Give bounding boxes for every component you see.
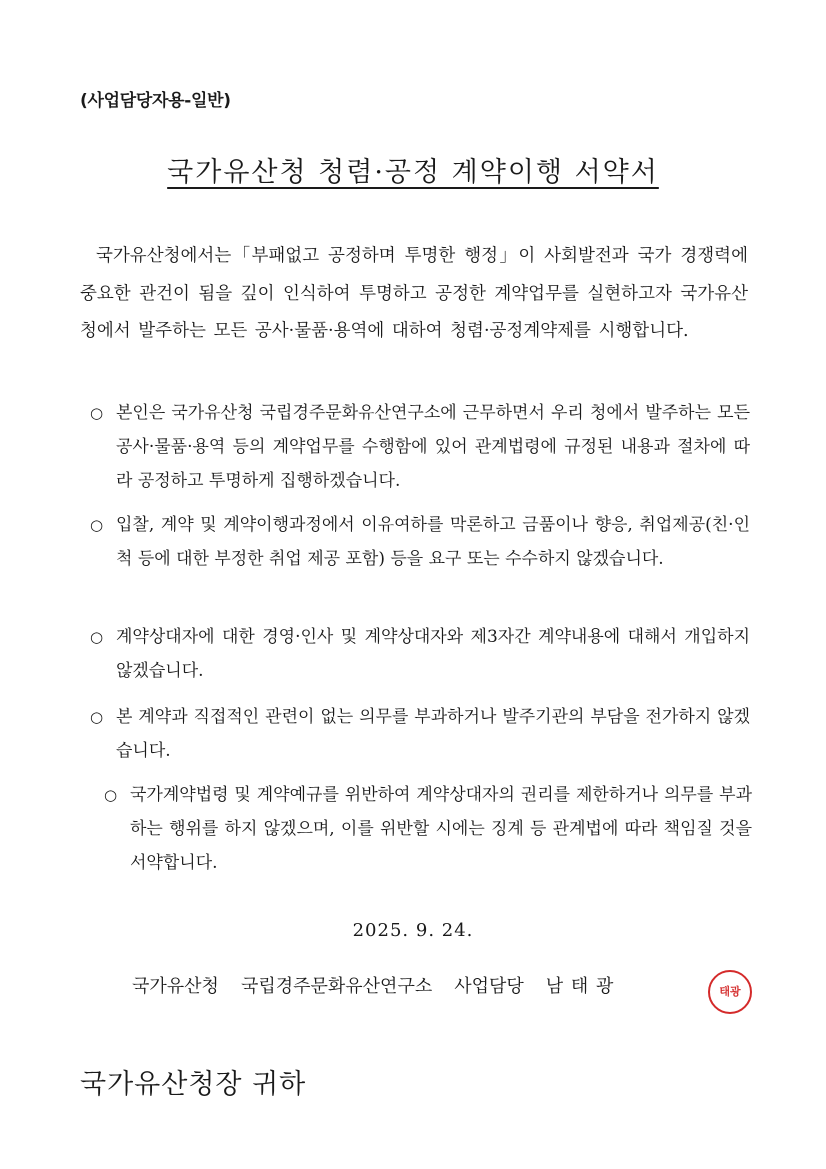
pledge-item	[90, 396, 750, 498]
seal-stamp-icon	[708, 970, 752, 1014]
bullet-icon: ○	[90, 404, 104, 422]
pledge-item	[90, 700, 750, 768]
pledge-text: 국가계약법령 및 계약예규를 위반하여 계약상대자의 권리를 제한하거나 의무를 부과하는 행위를 하지 않겠으며, 이를 위반할 시에는 징계 등 관계법에 따라 책임질 것을 서약합니다.	[130, 785, 752, 873]
pledge-text: 본 계약과 직접적인 관련이 없는 의무를 부과하거나 발주기관의 부담을 전가하지 않겠습니다.	[116, 707, 750, 761]
signature-line	[132, 972, 613, 998]
document-tag: (사업담당자용-일반)	[80, 91, 231, 111]
pledge-text: 입찰, 계약 및 계약이행과정에서 이유여하를 막론하고 금품이나 향응, 취업제공(친·인척 등에 대한 부정한 취업 제공 포함) 등을 요구 또는 수수하지 않겠습니다.	[116, 515, 750, 569]
signature-role: 사업담당	[454, 976, 524, 997]
signature-institute: 국립경주문화유산연구소	[240, 976, 433, 997]
pledge-text: 계약상대자에 대한 경영·인사 및 계약상대자와 제3자간 계약내용에 대해서 개입하지 않겠습니다.	[116, 627, 750, 681]
signature-name: 남 태 광	[545, 976, 614, 997]
pledge-item	[104, 778, 752, 880]
pledge-item	[90, 508, 750, 576]
bullet-icon: ○	[90, 708, 104, 726]
document-date: 2025. 9. 24.	[352, 920, 474, 941]
signature-agency: 국가유산청	[132, 976, 219, 997]
addressee: 국가유산청장 귀하	[80, 1069, 307, 1100]
document-title: 국가유산청 청렴·공정 계약이행 서약서	[167, 157, 659, 188]
intro-paragraph: 국가유산청에서는「부패없고 공정하며 투명한 행정」이 사회발전과 국가 경쟁력에 중요한 관건이 됨을 깊이 인식하여 투명하고 공정한 계약업무를 실현하고자 국가유산청에서 발주하는 모든 공사·물품·용역에 대하여 청렴·공정계약제를 시행합니다.	[80, 246, 748, 341]
pledge-item	[90, 620, 750, 688]
bullet-icon: ○	[90, 628, 104, 646]
document-title-container	[0, 150, 826, 189]
pledge-text: 본인은 국가유산청 국립경주문화유산연구소에 근무하면서 우리 청에서 발주하는 모든 공사·물품·용역 등의 계약업무를 수행함에 있어 관계법령에 규정된 내용과 절차에 따라 공정하고 투명하게 집행하겠습니다.	[116, 403, 750, 491]
bullet-icon: ○	[104, 786, 118, 804]
bullet-icon: ○	[90, 516, 104, 534]
seal-text: 태광	[719, 985, 741, 998]
